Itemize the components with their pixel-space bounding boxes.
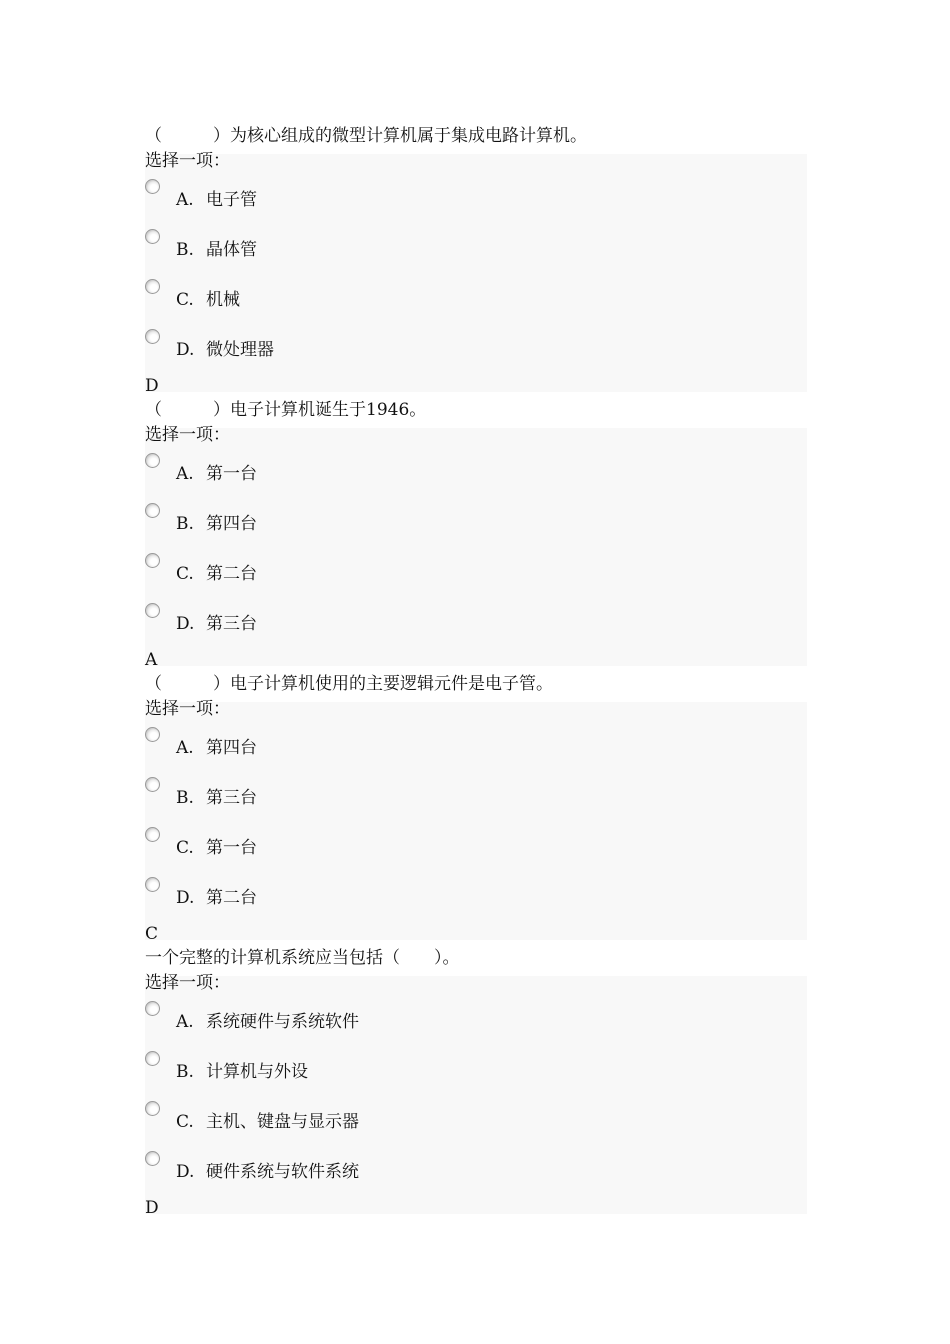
question-3 (145, 674, 810, 958)
answer-key: A (145, 650, 158, 670)
radio-button-icon[interactable] (145, 329, 160, 344)
option-letter: A. (176, 1012, 194, 1032)
option-label: 第二台 (206, 564, 257, 584)
option-letter: C. (176, 290, 194, 310)
option-label: 电子管 (206, 190, 257, 210)
question-4 (145, 948, 810, 1232)
option-c[interactable] (145, 1101, 545, 1141)
option-label: 系统硬件与系统软件 (206, 1012, 359, 1032)
option-a[interactable] (145, 1001, 545, 1041)
option-b[interactable] (145, 777, 545, 817)
question-text: （ ）电子计算机诞生于1946。 (145, 398, 432, 422)
radio-button-icon[interactable] (145, 827, 160, 842)
option-letter: A. (176, 464, 194, 484)
option-c[interactable] (145, 827, 545, 867)
option-letter: D. (176, 614, 195, 634)
option-letter: B. (176, 240, 194, 260)
option-letter: C. (176, 838, 194, 858)
option-letter: A. (176, 738, 194, 758)
radio-button-icon[interactable] (145, 229, 160, 244)
option-label: 主机、键盘与显示器 (206, 1112, 359, 1132)
radio-button-icon[interactable] (145, 179, 160, 194)
radio-button-icon[interactable] (145, 503, 160, 518)
option-letter: A. (176, 190, 194, 210)
option-a[interactable] (145, 453, 545, 493)
option-label: 微处理器 (206, 340, 274, 360)
option-letter: D. (176, 888, 195, 908)
option-label: 第三台 (206, 788, 257, 808)
option-b[interactable] (145, 229, 545, 269)
option-label: 第四台 (206, 514, 257, 534)
question-text: 一个完整的计算机系统应当包括（ ）。 (145, 946, 466, 970)
question-prompt: 选择一项： (145, 425, 230, 445)
option-label: 硬件系统与软件系统 (206, 1162, 359, 1182)
radio-button-icon[interactable] (145, 777, 160, 792)
question-1 (145, 126, 810, 410)
question-prompt: 选择一项： (145, 699, 230, 719)
option-d[interactable] (145, 603, 545, 643)
radio-button-icon[interactable] (145, 1151, 160, 1166)
question-prompt: 选择一项： (145, 151, 230, 171)
option-label: 第一台 (206, 464, 257, 484)
option-d[interactable] (145, 877, 545, 917)
option-d[interactable] (145, 1151, 545, 1191)
radio-button-icon[interactable] (145, 603, 160, 618)
question-text: （ ）为核心组成的微型计算机属于集成电路计算机。 (145, 124, 593, 148)
option-letter: D. (176, 1162, 195, 1182)
radio-button-icon[interactable] (145, 1101, 160, 1116)
option-letter: C. (176, 564, 194, 584)
radio-button-icon[interactable] (145, 1051, 160, 1066)
option-letter: B. (176, 788, 194, 808)
option-label: 第四台 (206, 738, 257, 758)
option-label: 第二台 (206, 888, 257, 908)
option-label: 晶体管 (206, 240, 257, 260)
radio-button-icon[interactable] (145, 727, 160, 742)
option-d[interactable] (145, 329, 545, 369)
radio-button-icon[interactable] (145, 279, 160, 294)
option-b[interactable] (145, 1051, 545, 1091)
option-label: 机械 (206, 290, 240, 310)
option-a[interactable] (145, 179, 545, 219)
option-label: 第三台 (206, 614, 257, 634)
radio-button-icon[interactable] (145, 553, 160, 568)
question-prompt: 选择一项： (145, 973, 230, 993)
option-label: 计算机与外设 (206, 1062, 308, 1082)
answer-key: C (145, 924, 159, 944)
answer-key: D (145, 376, 159, 396)
option-letter: B. (176, 514, 194, 534)
radio-button-icon[interactable] (145, 877, 160, 892)
question-text: （ ）电子计算机使用的主要逻辑元件是电子管。 (145, 672, 559, 696)
option-letter: B. (176, 1062, 194, 1082)
radio-button-icon[interactable] (145, 1001, 160, 1016)
option-b[interactable] (145, 503, 545, 543)
question-2 (145, 400, 810, 684)
option-letter: D. (176, 340, 195, 360)
answer-key: D (145, 1198, 159, 1218)
option-c[interactable] (145, 279, 545, 319)
option-a[interactable] (145, 727, 545, 767)
option-letter: C. (176, 1112, 194, 1132)
option-label: 第一台 (206, 838, 257, 858)
option-c[interactable] (145, 553, 545, 593)
radio-button-icon[interactable] (145, 453, 160, 468)
